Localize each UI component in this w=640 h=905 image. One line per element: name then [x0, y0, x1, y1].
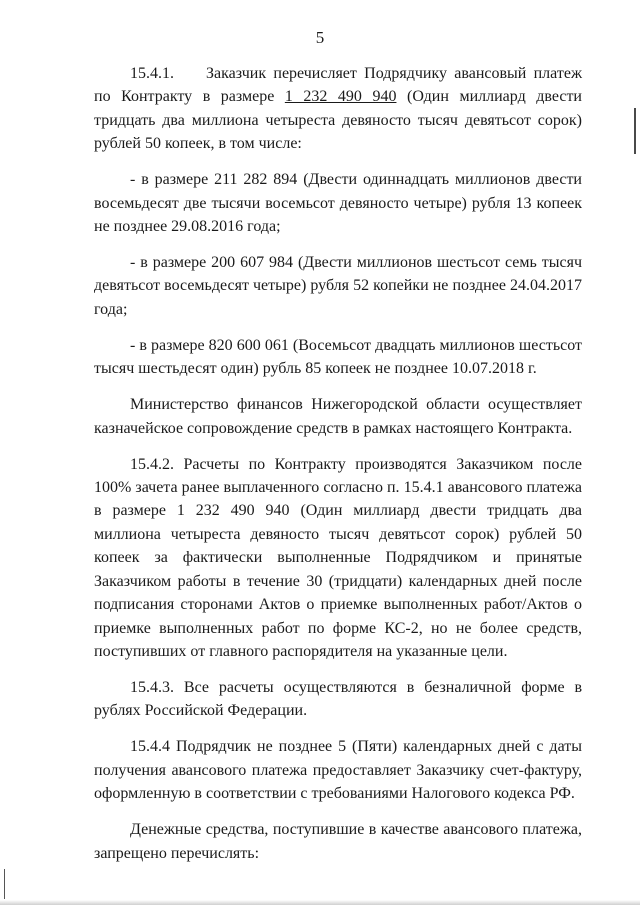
ministry-paragraph: Министерство финансов Нижегородской области осуществляет казначейское сопровождение средств в рамках настоящего Контракта.: [94, 396, 582, 437]
installment-1: - в размере 211 282 894 (Двести одиннадцать миллионов двести восемьдесят две тысячи восемьсот девяносто четыре) рубля 13 копеек не позднее 29.08.2016 года;: [94, 171, 582, 236]
advance-amount: 1 232 490 940: [284, 88, 397, 106]
clause-15-4-1-lead: Заказчик перечисляет Подрядчику авансовый платеж по Контракту в размере: [94, 65, 582, 106]
clause-15-4-1-rest: (Один миллиард двести тридцать два миллиона четыреста девяносто тысяч девятьсот сорок) рублей 50 копеек, в том числе:: [94, 88, 582, 153]
clause-15-4-3: 15.4.3. Все расчеты осуществляются в безналичной форме в рублях Российской Федерации.: [94, 678, 582, 720]
clause-15-4-1: [94, 62, 582, 156]
scan-artifact-bottom: [0, 900, 640, 905]
clause-15-4-1-number: 15.4.1.: [130, 65, 174, 82]
scan-artifact-left: [4, 869, 5, 899]
clause-15-4-2: 15.4.2. Расчеты по Контракту производятся Заказчиком после 100% зачета ранее выплаченного согласно п. 15.4.1 авансового платежа в размере 1 232 490 940 (Один миллиард двести тридцать два миллиона четыреста девяносто тысяч девятьсот сорок) рублей 50 копеек за фактически выполненные Подрядчиком и принятые Заказчиком работы в течение 30 (тридцати) календарных дней после подписания сторонами Актов о приемке выполненных работ/Актов о приемке выполненных работ по форме КС-2, но не более средств, поступивших от главного распорядителя на указанные цели.: [94, 455, 582, 660]
installment-3: - в размере 820 600 061 (Восемьсот двадцать миллионов шестьсот тысяч шестьдесят один) рубль 85 копеек не позднее 10.07.2018 г.: [94, 336, 582, 378]
scan-artifact-right: [634, 108, 636, 154]
contract-text: [94, 62, 582, 878]
funds-paragraph: Денежные средства, поступившие в качестве авансового платежа, запрещено перечислять:: [94, 821, 582, 862]
installment-2: - в размере 200 607 984 (Двести миллионов шестьсот семь тысяч девятьсот восемьдесят четыре) рубля 52 копейки не позднее 24.04.2017 года;: [94, 254, 582, 318]
clause-15-4-4: 15.4.4 Подрядчик не позднее 5 (Пяти) календарных дней с даты получения авансового платежа предоставляет Заказчику счет-фактуру, оформленную в соответствии с требованиями Налогового кодекса РФ.: [94, 738, 582, 803]
page-number: 5: [315, 28, 325, 47]
